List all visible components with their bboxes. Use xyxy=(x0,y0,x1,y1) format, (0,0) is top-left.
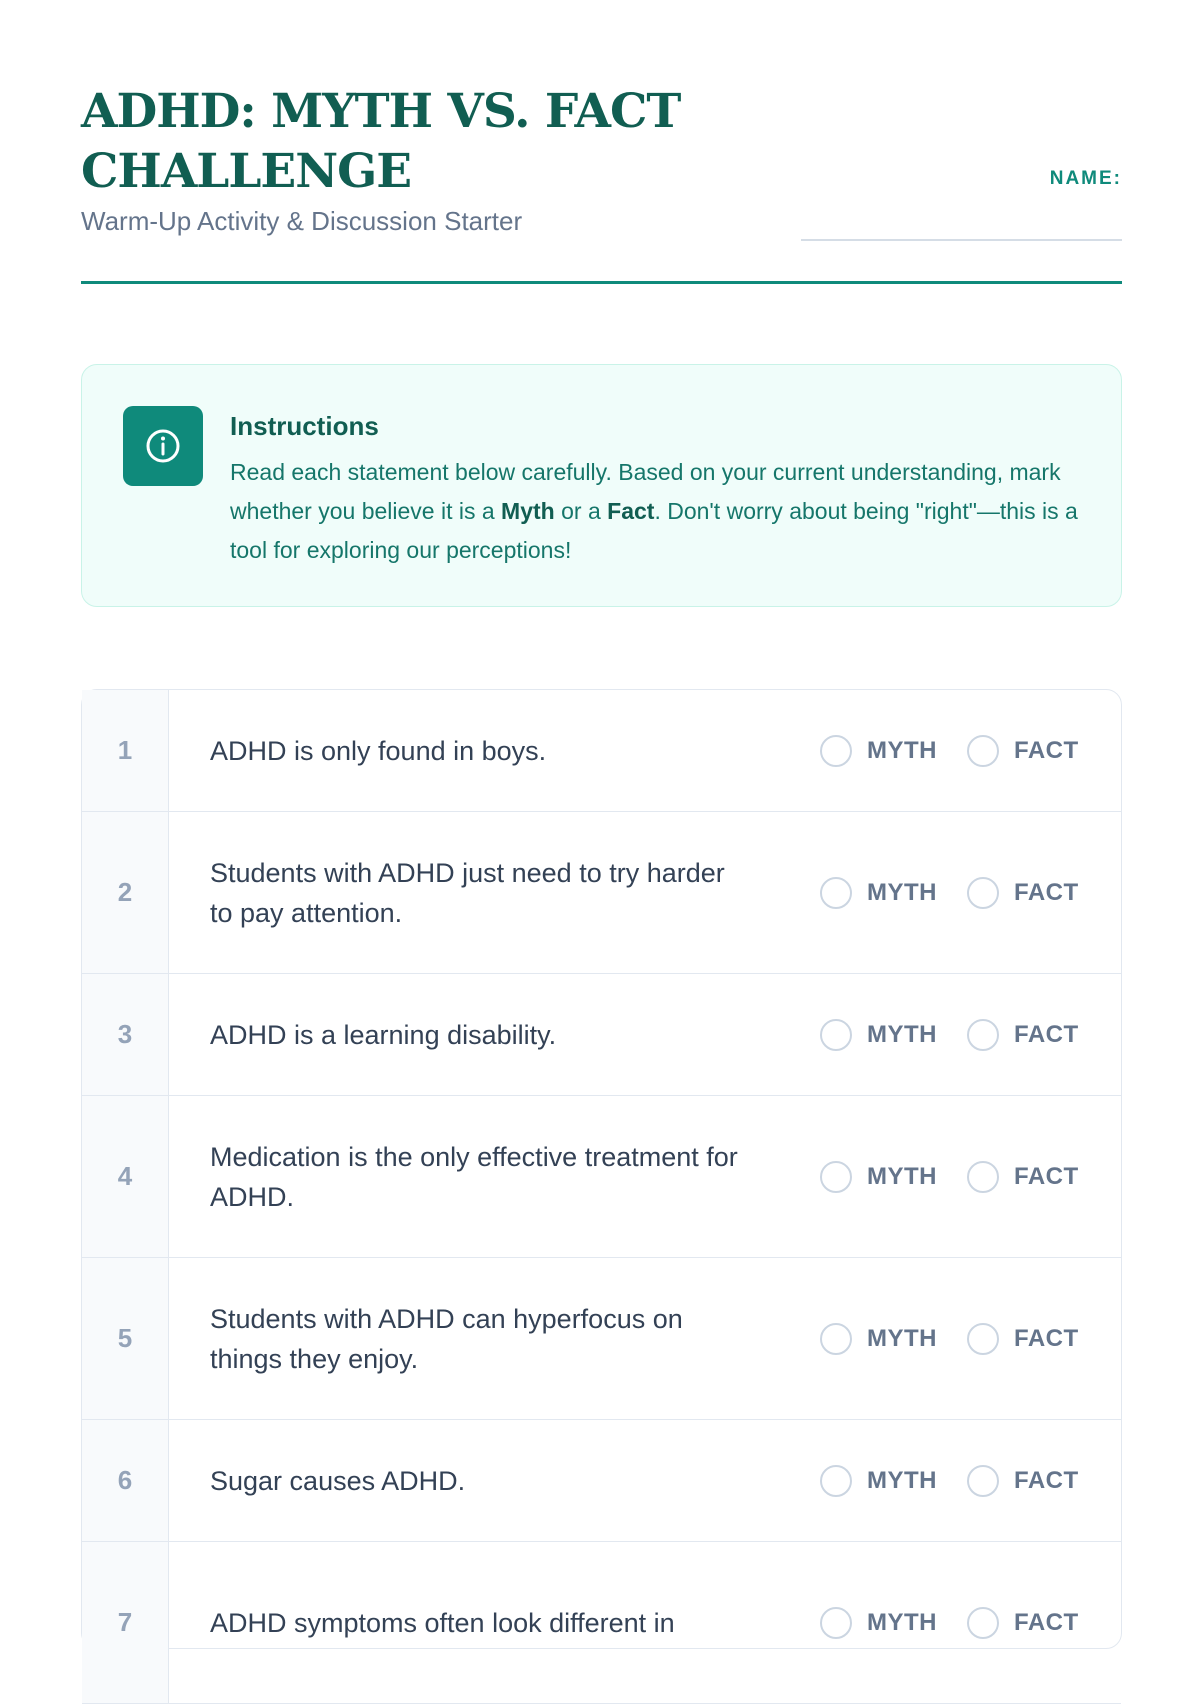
answer-options xyxy=(820,735,1079,767)
myth-radio[interactable] xyxy=(820,877,852,909)
statement-number: 1 xyxy=(82,690,169,811)
answer-options xyxy=(820,877,1079,909)
myth-label: MYTH xyxy=(867,878,937,906)
statement-row xyxy=(82,974,1121,1096)
fact-label: FACT xyxy=(1014,1324,1079,1352)
fact-label: FACT xyxy=(1014,1020,1079,1048)
fact-radio[interactable] xyxy=(967,1465,999,1497)
myth-label: MYTH xyxy=(867,1324,937,1352)
name-field[interactable] xyxy=(801,239,1122,241)
myth-label: MYTH xyxy=(867,736,937,764)
fact-option[interactable] xyxy=(967,1607,1079,1639)
fact-radio[interactable] xyxy=(967,1019,999,1051)
answer-options xyxy=(820,1323,1079,1355)
statement-row xyxy=(82,1096,1121,1258)
fact-label: FACT xyxy=(1014,1608,1079,1636)
fact-radio[interactable] xyxy=(967,735,999,767)
statement-text: Students with ADHD just need to try harder to pay attention. xyxy=(210,857,725,928)
myth-option[interactable] xyxy=(820,1607,937,1639)
fact-option[interactable] xyxy=(967,1465,1079,1497)
myth-option[interactable] xyxy=(820,1465,937,1497)
myth-option[interactable] xyxy=(820,1161,937,1193)
myth-word: Myth xyxy=(501,498,555,524)
fact-label: FACT xyxy=(1014,1466,1079,1494)
statement-text: Students with ADHD can hyperfocus on things they enjoy. xyxy=(210,1303,683,1374)
answer-options xyxy=(820,1607,1079,1639)
myth-label: MYTH xyxy=(867,1162,937,1190)
statement-row xyxy=(82,812,1121,974)
page-subtitle: Warm-Up Activity & Discussion Starter xyxy=(81,206,523,236)
myth-label: MYTH xyxy=(867,1466,937,1494)
statement-row xyxy=(82,1420,1121,1542)
name-label: NAME: xyxy=(1049,168,1122,189)
statement-row xyxy=(82,1258,1121,1420)
worksheet-header xyxy=(81,82,1122,284)
statement-text: Sugar causes ADHD. xyxy=(210,1465,466,1496)
fact-option[interactable] xyxy=(967,1019,1079,1051)
answer-options xyxy=(820,1465,1079,1497)
statement-number: 2 xyxy=(82,812,169,973)
statement-row xyxy=(82,690,1121,812)
answer-options xyxy=(820,1019,1079,1051)
instructions-text: Read each statement below carefully. Based on your current understanding, mark whether you believe it is a Myth or a Fact. Don't worry about being "right"—this is a tool for exploring our perceptions! xyxy=(230,459,1078,563)
statement-text: ADHD is only found in boys. xyxy=(210,735,547,766)
instructions-panel xyxy=(81,364,1122,607)
fact-option[interactable] xyxy=(967,1161,1079,1193)
myth-radio[interactable] xyxy=(820,1465,852,1497)
fact-option[interactable] xyxy=(967,1323,1079,1355)
fact-radio[interactable] xyxy=(967,877,999,909)
myth-radio[interactable] xyxy=(820,1323,852,1355)
myth-radio[interactable] xyxy=(820,1019,852,1051)
fact-radio[interactable] xyxy=(967,1607,999,1639)
instructions-title: Instructions xyxy=(230,411,379,441)
page-title: ADHD: MYTH VS. FACT CHALLENGE xyxy=(81,84,681,199)
myth-option[interactable] xyxy=(820,1323,937,1355)
fact-label: FACT xyxy=(1014,736,1079,764)
statement-text: ADHD symptoms often look different in xyxy=(210,1607,675,1638)
fact-option[interactable] xyxy=(967,877,1079,909)
myth-radio[interactable] xyxy=(820,1607,852,1639)
myth-option[interactable] xyxy=(820,1019,937,1051)
info-icon xyxy=(123,406,203,486)
fact-radio[interactable] xyxy=(967,1323,999,1355)
fact-option[interactable] xyxy=(967,735,1079,767)
fact-word: Fact xyxy=(607,498,655,524)
myth-option[interactable] xyxy=(820,877,937,909)
myth-label: MYTH xyxy=(867,1608,937,1636)
statement-number: 7 xyxy=(82,1542,169,1703)
myth-radio[interactable] xyxy=(820,735,852,767)
fact-radio[interactable] xyxy=(967,1161,999,1193)
answer-options xyxy=(820,1161,1079,1193)
myth-label: MYTH xyxy=(867,1020,937,1048)
statements-table xyxy=(81,689,1122,1649)
fact-label: FACT xyxy=(1014,1162,1079,1190)
statement-number: 4 xyxy=(82,1096,169,1257)
statement-number: 3 xyxy=(82,974,169,1095)
myth-option[interactable] xyxy=(820,735,937,767)
statement-text: ADHD is a learning disability. xyxy=(210,1019,557,1050)
statement-row xyxy=(82,1542,1121,1704)
statement-number: 5 xyxy=(82,1258,169,1419)
statement-text: Medication is the only effective treatment for ADHD. xyxy=(210,1141,738,1212)
myth-radio[interactable] xyxy=(820,1161,852,1193)
fact-label: FACT xyxy=(1014,878,1079,906)
statement-number: 6 xyxy=(82,1420,169,1541)
